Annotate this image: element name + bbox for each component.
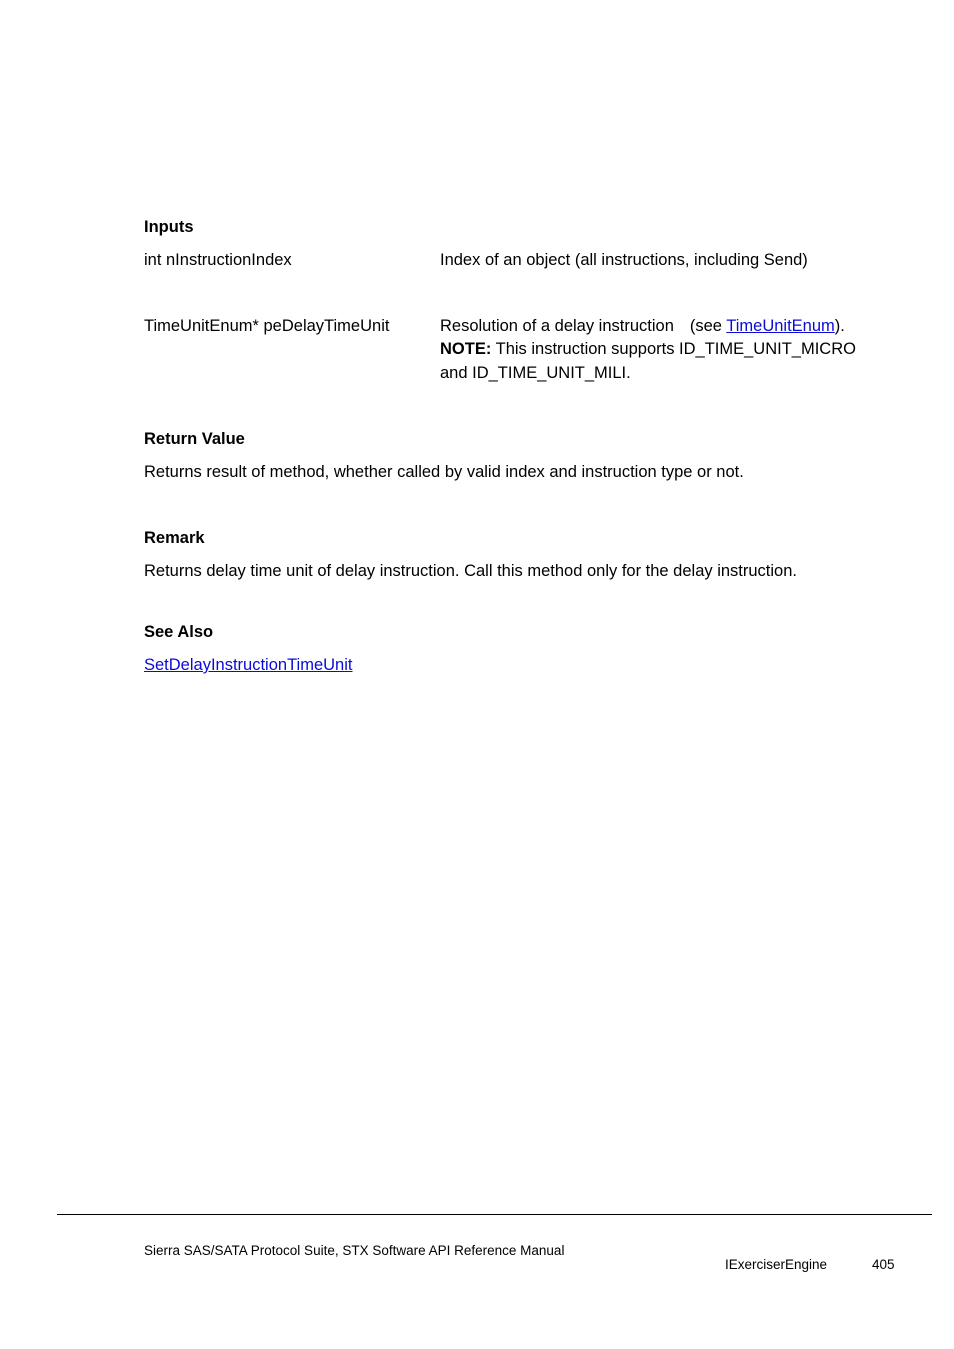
return-value-text: Returns result of method, whether called by valid index and instruction type or not. [144, 463, 744, 481]
param-name-delay-time-unit: TimeUnitEnum* peDelayTimeUnit [144, 317, 390, 335]
see-also-heading: See Also [144, 623, 214, 641]
footer-title: Sierra SAS/SATA Protocol Suite, STX Software API Reference Manual [144, 1243, 565, 1258]
note-line-2: and ID_TIME_UNIT_MILI. [440, 364, 631, 382]
footer-section: IExerciserEngine [725, 1257, 828, 1272]
remark-heading: Remark [144, 529, 205, 547]
see-suffix: ). [834, 317, 845, 335]
see-prefix: (see [689, 317, 727, 335]
inputs-heading: Inputs [144, 218, 194, 236]
note-line-1 [440, 338, 856, 360]
footer-divider [57, 1214, 932, 1215]
param-name-instruction-index: int nInstructionIndex [144, 251, 292, 269]
remark-text: Returns delay time unit of delay instruction. Call this method only for the delay instruction. [144, 562, 797, 580]
param-description-text: Resolution of a delay instruction [440, 317, 674, 335]
note-text-line1: This instruction supports ID_TIME_UNIT_MICRO [491, 340, 856, 358]
return-value-heading: Return Value [144, 430, 245, 448]
time-unit-enum-link[interactable]: TimeUnitEnum [726, 317, 835, 335]
param-description-instruction-index: Index of an object (all instructions, including Send) [440, 251, 808, 269]
note-label: NOTE: [440, 340, 492, 358]
param-description-delay-time-unit [440, 315, 845, 337]
set-delay-instruction-time-unit-link[interactable]: SetDelayInstructionTimeUnit [144, 656, 353, 674]
page-number: 405 [872, 1257, 895, 1272]
